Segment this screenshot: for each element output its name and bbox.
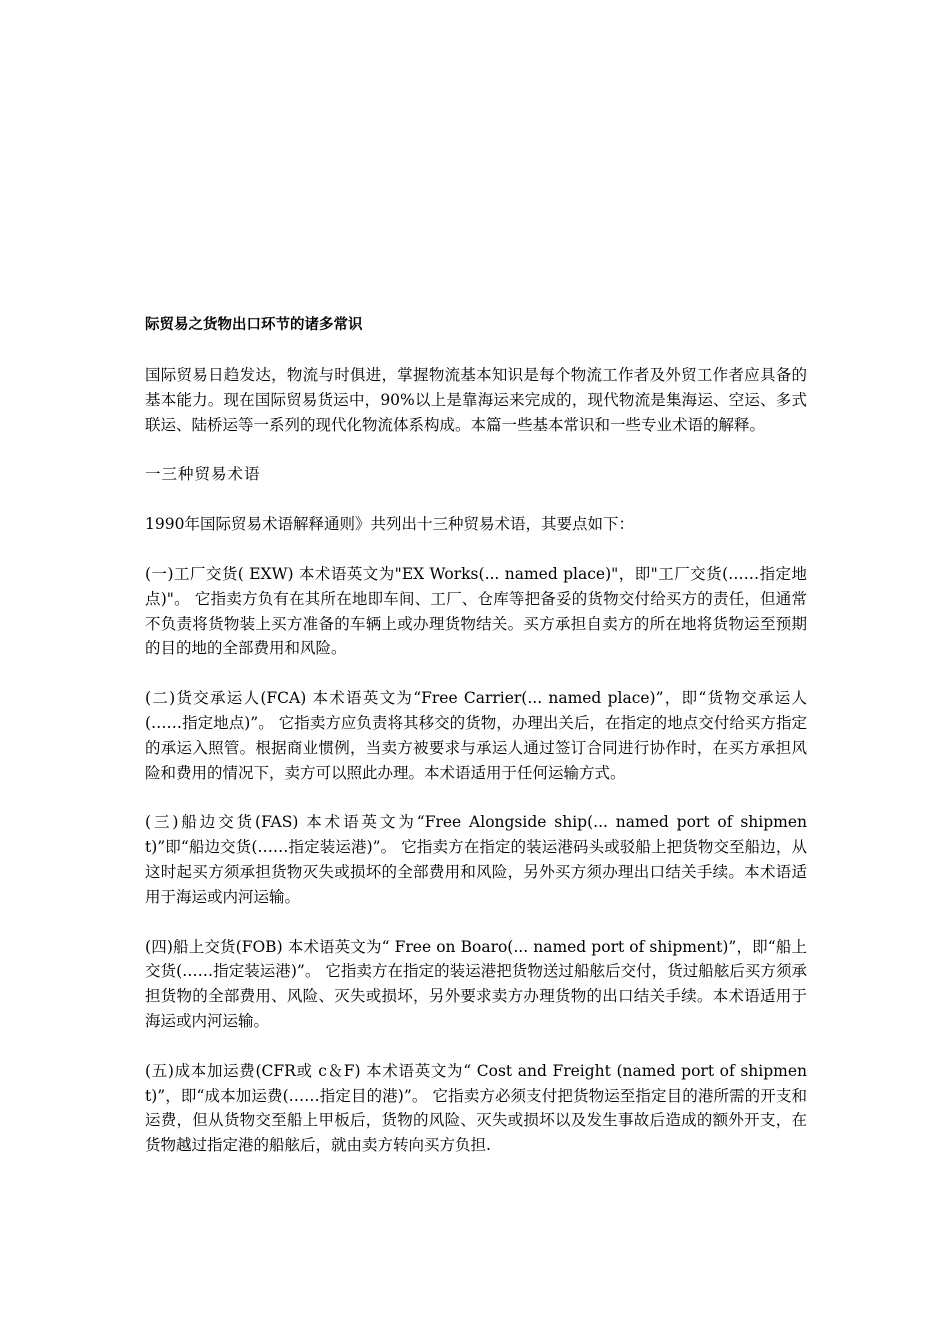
term-cfr-paragraph: (五)成本加运费(CFR或 c＆F) 本术语英文为“ Cost and Freight (named port of shipment)”，即“成本加运费(……指定目的港)”。 它指卖方必须支付把货物运至指定目的港所需的开支和运费，但从货物交至船上甲板后，货物的风险、灭失或损坏以及发生事故后造成的额外开支，在货物越过指定港的船舷后，就由卖方转向买方负担. (145, 1061, 807, 1155)
term-exw-paragraph: (一)工厂交货( EXW) 本术语英文为"EX Works(... named place)"，即"工厂交货(……指定地点)"。 它指卖方负有在其所在地即车间、工厂、仓库等把备妥的货物交付给买方的责任，但通常不负责将货物装上买方准备的车辆上或办理货物结关。买方承担自卖方的所在地将货物运至预期的目的地的全部费用和风险。 (145, 564, 807, 658)
term-fob-paragraph: (四)船上交货(FOB) 本术语英文为“ Free on Boaro(... named port of shipment)”，即“船上交货(……指定装运港)”。 它指卖方在指定的装运港把货物送过船舷后交付，货过船舷后买方须承担货物的全部费用、风险、灭失或损坏，另外要求卖方办理货物的出口结关手续。本术语适用于海运或内河运输。 (145, 937, 807, 1030)
document-body (145, 313, 807, 1183)
intro-paragraph: 国际贸易日趋发达，物流与时俱进，掌握物流基本知识是每个物流工作者及外贸工作者应具备的基本能力。现在国际贸易货运中，90%以上是靠海运来完成的，现代物流是集海运、空运、多式联运、陆桥运等一系列的现代化物流体系构成。本篇一些基本常识和一些专业术语的解释。 (145, 366, 807, 434)
section-heading: 一三种贸易术语 (145, 465, 261, 484)
section-intro-paragraph: 1990年国际贸易术语解释通则》共列出十三种贸易术语，其要点如下： (145, 515, 634, 534)
term-fca-paragraph: (二)货交承运人(FCA) 本术语英文为“Free Carrier(... named place)”，即“货物交承运人(……指定地点)”。 它指卖方应负责将其移交的货物，办理出关后，在指定的地点交付给买方指定的承运入照管。根据商业惯例，当卖方被要求与承运人通过签订合同进行协作时，在买方承担风险和费用的情况下，卖方可以照此办理。本术语适用于任何运输方式。 (145, 689, 808, 782)
document-title: 际贸易之货物出口环节的诸多常识 (145, 317, 363, 333)
term-fas-paragraph: (三)船边交货(FAS) 本术语英文为“Free Alongside ship(... named port of shipment)”即“船边交货(……指定装运港)”。 它指卖方在指定的装运港码头或驳船上把货物交至船边，从这时起买方须承担货物灭失或损坏的全部费用和风险，另外买方须办理出口结关手续。本术语适用于海运或内河运输。 (145, 813, 807, 906)
